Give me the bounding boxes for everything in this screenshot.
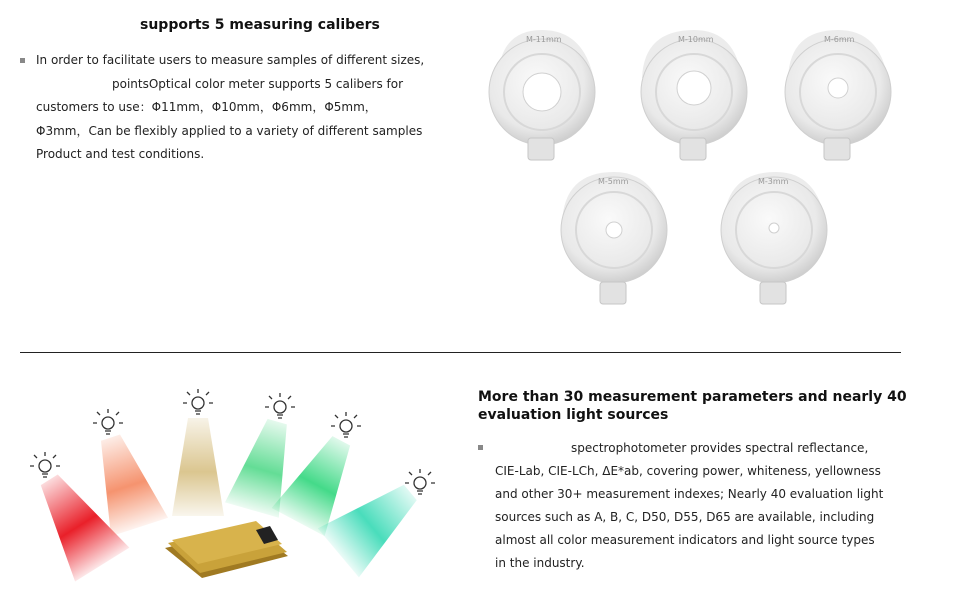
caliber-description [36,49,456,167]
caliber-description-line: pointsOptical color meter supports 5 calibers for [112,76,404,91]
parameters-description-line: almost all color measurement indicators and light source types [495,533,875,547]
color-sample-book [165,521,288,578]
caliber-label: M-10mm [678,35,714,44]
caliber-cap-3mm [721,172,827,304]
light-sources-illustration [20,380,470,595]
bullet-marker [20,58,25,63]
calibers-image [480,20,910,315]
caliber-label: M-11mm [526,35,562,44]
section-title-calibers: supports 5 measuring calibers [140,17,380,33]
parameters-description-line: and other 30+ measurement indexes; Nearly 40 evaluation light [495,487,884,501]
caliber-cap-10mm [641,30,747,160]
bullet-marker [478,445,483,450]
caliber-label: M-5mm [598,177,629,186]
caliber-cap-6mm [785,30,891,160]
caliber-description-line: customers to use：Φ11mm，Φ10mm，Φ6mm，Φ5mm， [36,100,377,114]
caliber-description-line: Φ3mm，Can be flexibly applied to a variety of different samples [36,123,423,138]
caliber-label: M-6mm [824,35,855,44]
caliber-description-line: In order to facilitate users to measure samples of different sizes, [36,53,425,67]
section-title-parameters: More than 30 measurement parameters and nearly 40 evaluation light sources [478,389,907,423]
light-beam-beige [172,418,224,516]
lamp-icon [30,389,435,494]
parameters-description-line: spectrophotometer provides spectral reflectance, [571,441,869,455]
parameters-description-line: CIE-Lab, CIE-LCh, ΔE*ab, covering power, whiteness, yellowness [495,464,881,478]
section-divider [20,352,901,353]
caliber-cap-11mm [489,30,595,160]
caliber-label: M-3mm [758,177,789,186]
caliber-cap-5mm [561,172,667,304]
parameters-description [495,437,925,575]
parameters-description-line: sources such as A, B, C, D50, D55, D65 are available, including [495,510,875,524]
caliber-description-line: Product and test conditions. [36,147,205,161]
parameters-description-line: in the industry. [495,556,585,570]
